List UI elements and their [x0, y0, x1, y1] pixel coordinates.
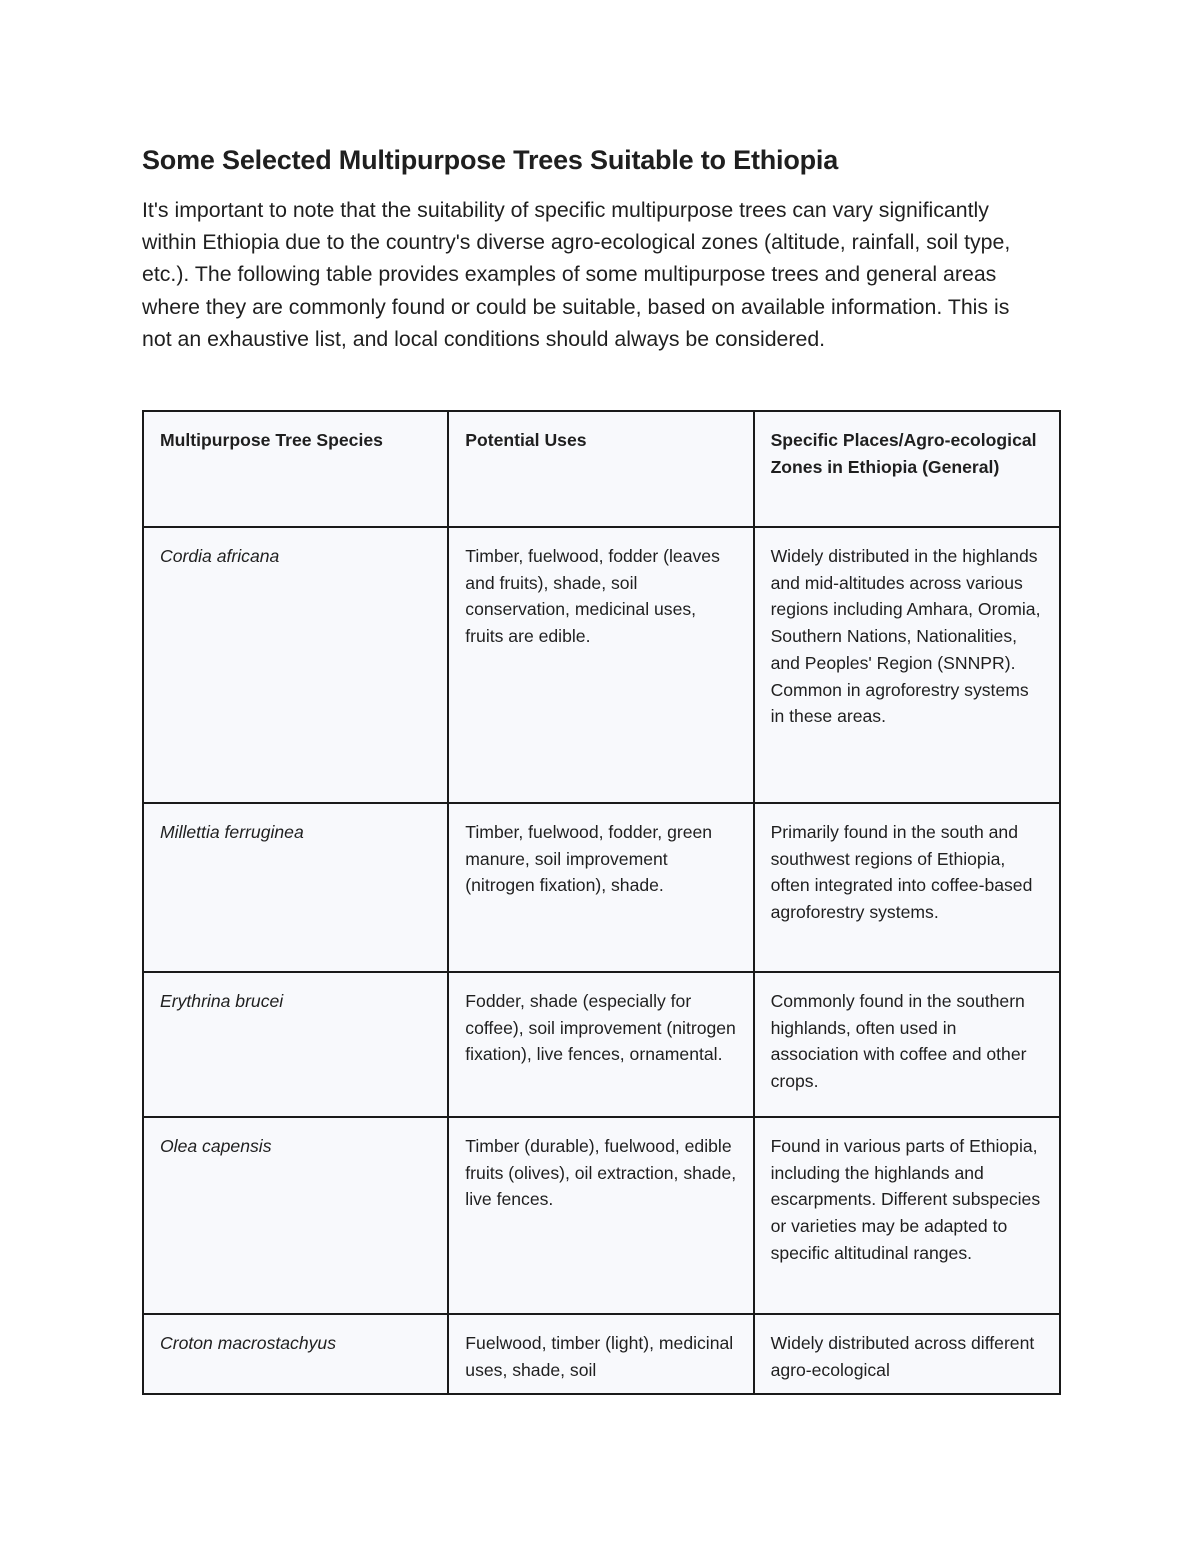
table-header-row	[143, 411, 1060, 527]
table-row	[143, 527, 1060, 803]
page-title: Some Selected Multipurpose Trees Suitable to Ethiopia	[142, 145, 839, 175]
species-cell: Erythrina brucei	[143, 972, 448, 1117]
species-cell: Olea capensis	[143, 1117, 448, 1314]
table-row	[143, 972, 1060, 1117]
places-cell: Found in various parts of Ethiopia, including the highlands and escarpments. Different subspecies or varieties may be adapted to specific altitudinal ranges.	[754, 1117, 1060, 1314]
places-cell: Widely distributed in the highlands and mid-altitudes across various regions including Amhara, Oromia, Southern Nations, Nationalities, and Peoples' Region (SNNPR). Common in agroforestry systems in these areas.	[754, 527, 1060, 803]
table-row	[143, 803, 1060, 972]
intro-paragraph: It's important to note that the suitability of specific multipurpose trees can vary significantly within Ethiopia due to the country's diverse agro-ecological zones (altitude, rainfall, soil type, etc.). The following table provides examples of some multipurpose trees and general areas where they are commonly found or could be suitable, based on available information. This is not an exhaustive list, and local conditions should always be considered.	[142, 198, 1011, 351]
document-page	[142, 140, 1062, 1380]
species-cell: Croton macrostachyus	[143, 1314, 448, 1394]
species-cell: Millettia ferruginea	[143, 803, 448, 972]
table-row	[143, 1314, 1060, 1394]
places-cell: Commonly found in the southern highlands, often used in association with coffee and other crops.	[754, 972, 1060, 1117]
trees-table	[142, 410, 1061, 1395]
header-places: Specific Places/Agro-ecological Zones in Ethiopia (General)	[754, 411, 1060, 527]
uses-cell: Fodder, shade (especially for coffee), soil improvement (nitrogen fixation), live fences, ornamental.	[448, 972, 753, 1117]
header-species: Multipurpose Tree Species	[143, 411, 448, 527]
species-cell: Cordia africana	[143, 527, 448, 803]
uses-cell: Fuelwood, timber (light), medicinal uses, shade, soil	[448, 1314, 753, 1394]
places-cell: Primarily found in the south and southwest regions of Ethiopia, often integrated into coffee-based agroforestry systems.	[754, 803, 1060, 972]
places-cell: Widely distributed across different agro-ecological	[754, 1314, 1060, 1394]
uses-cell: Timber, fuelwood, fodder (leaves and fruits), shade, soil conservation, medicinal uses, fruits are edible.	[448, 527, 753, 803]
table-row	[143, 1117, 1060, 1314]
uses-cell: Timber (durable), fuelwood, edible fruits (olives), oil extraction, shade, live fences.	[448, 1117, 753, 1314]
header-uses: Potential Uses	[448, 411, 753, 527]
uses-cell: Timber, fuelwood, fodder, green manure, soil improvement (nitrogen fixation), shade.	[448, 803, 753, 972]
